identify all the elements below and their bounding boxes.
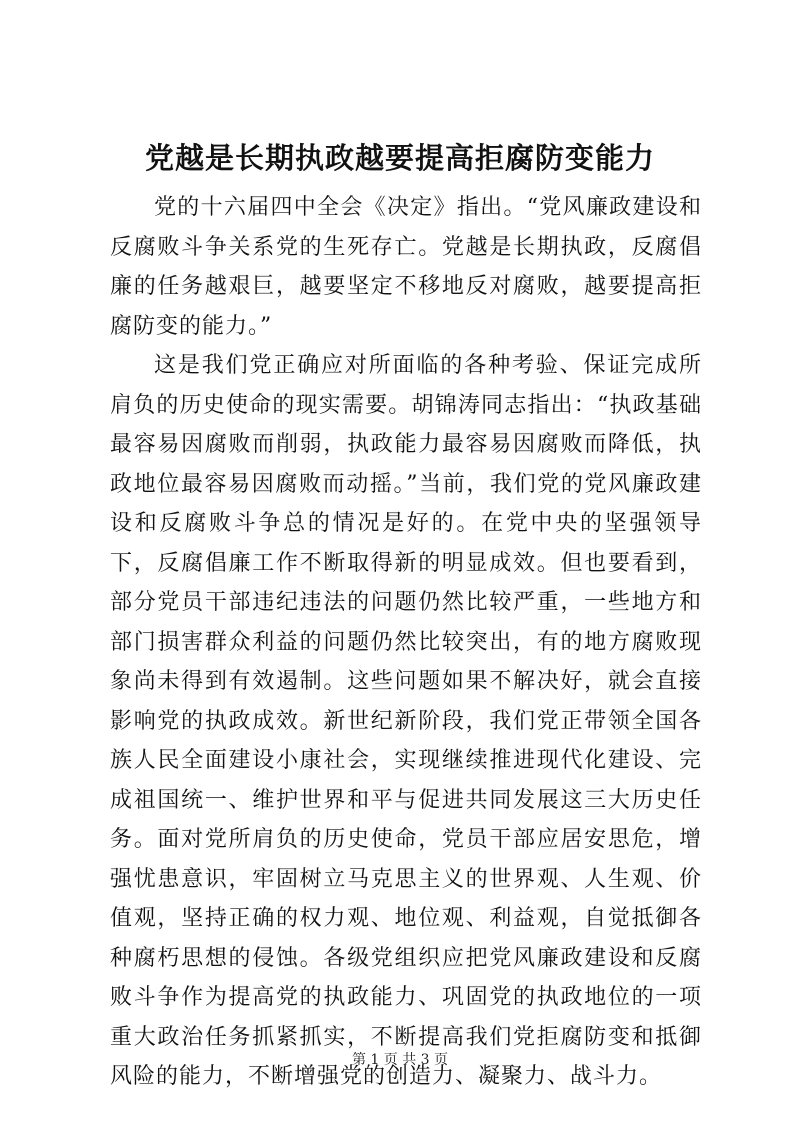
document-title: 党越是长期执政越要提高拒腐防变能力 xyxy=(144,141,655,175)
paragraph-1: 党的十六届四中全会《决定》指出。“党风廉政建设和反腐败斗争关系党的生死存亡。党越是长期执政，反腐倡廉的任务越艰巨，越要坚定不移地反对腐败，越要提高拒腐防变的能力。” xyxy=(110,195,702,339)
document-body xyxy=(110,188,702,1097)
page-number: 第 1 页 共 3 页 xyxy=(351,1052,449,1068)
paragraph-2: 这是我们党正确应对所面临的各种考验、保证完成所肩负的历史使命的现实需要。胡锦涛同志指出：“执政基础最容易因腐败而削弱，执政能力最容易因腐败而降低，执政地位最容易因腐败而动摇。”当前，我们党的党风廉政建设和反腐败斗争总的情况是好的。在党中央的坚强领导下，反腐倡廉工作不断取得新的明显成效。但也要看到，部分党员干部违纪违法的问题仍然比较严重，一些地方和部门损害群众利益的问题仍然比较突出，有的地方腐败现象尚未得到有效遏制。这些问题如果不解决好，就会直接影响党的执政成效。新世纪新阶段，我们党正带领全国各族人民全面建设小康社会，实现继续推进现代化建设、完成祖国统一、维护世界和平与促进共同发展这三大历史任务。面对党所肩负的历史使命，党员干部应居安思危，增强忧患意识，牢固树立马克思主义的世界观、人生观、价值观，坚持正确的权力观、地位观、利益观，自觉抵御各种腐朽思想的侵蚀。各级党组织应把党风廉政建设和反腐败斗争作为提高党的执政能力、巩固党的执政地位的一项重大政治任务抓紧抓实，不断提高我们党拒腐防变和抵御风险的能力，不断增强党的创造力、凝聚力、战斗力。 xyxy=(110,353,702,1089)
